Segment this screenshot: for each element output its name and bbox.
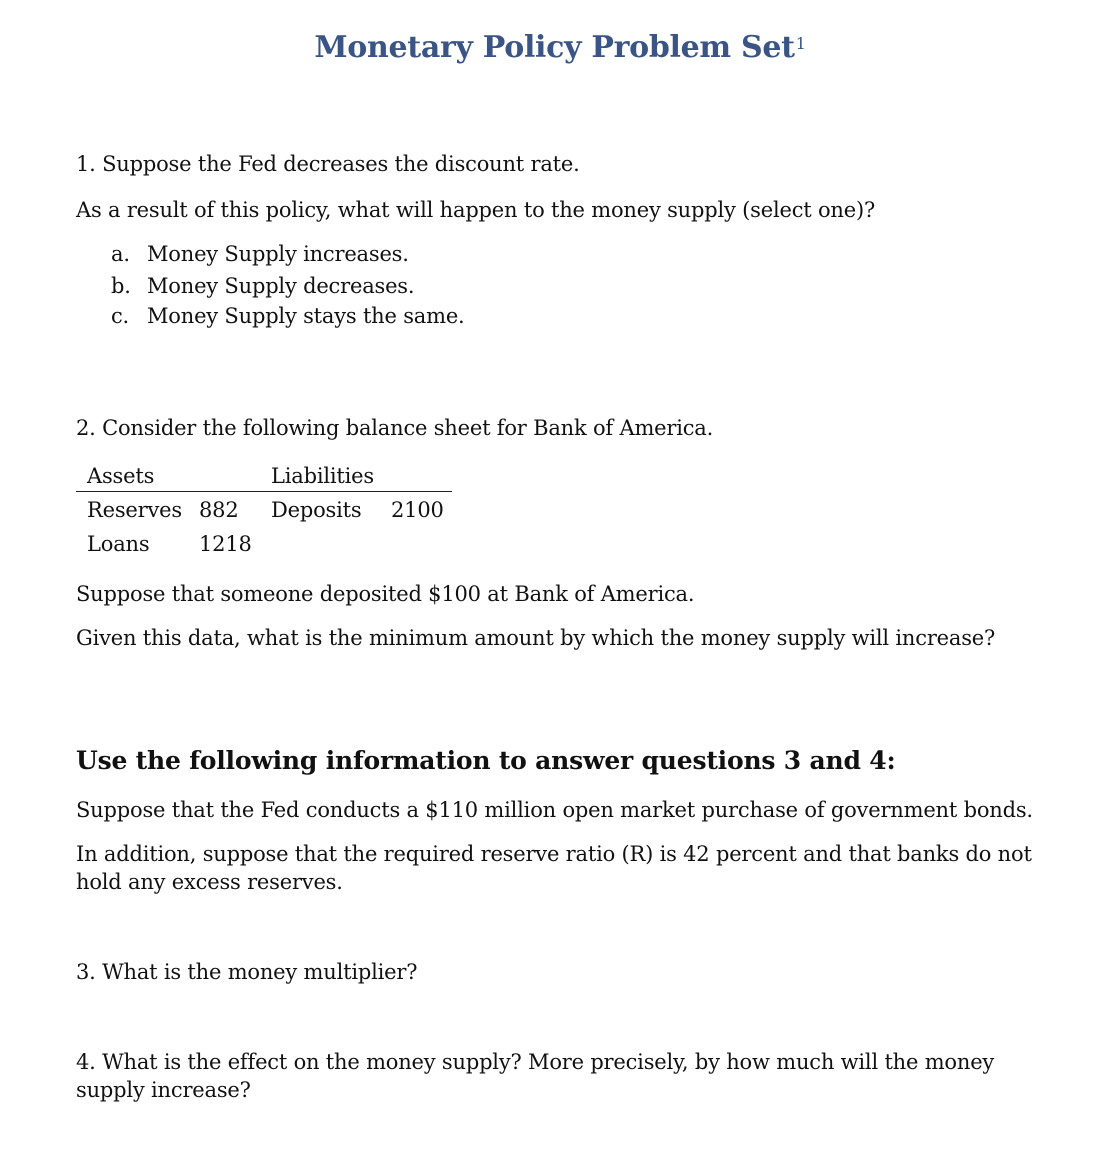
option-marker: b. — [111, 274, 131, 298]
q1-option-b — [111, 272, 414, 300]
q2-prompt: 2. Consider the following balance sheet for Bank of America. — [76, 416, 714, 440]
q2-scenario: Suppose that someone deposited $100 at Bank of America. — [76, 582, 695, 606]
q4-prompt: 4. What is the effect on the money supply? More precisely, by how much will the money supply increase? — [76, 1050, 995, 1102]
option-text: Money Supply increases. — [147, 242, 409, 266]
info-line-2: In addition, suppose that the required reserve ratio (R) is 42 percent and that banks do not hold any excess reserves. — [76, 842, 1032, 894]
q1-question: As a result of this policy, what will happen to the money supply (select one)? — [76, 198, 876, 222]
q1-prompt: 1. Suppose the Fed decreases the discount rate. — [76, 152, 580, 176]
q1-option-c — [111, 302, 465, 330]
reserves-value: 882 — [199, 498, 239, 522]
option-marker: c. — [111, 304, 130, 328]
q3-prompt: 3. What is the money multiplier? — [76, 960, 418, 984]
loans-label: Loans — [87, 532, 150, 556]
option-marker: a. — [111, 242, 130, 266]
option-text: Money Supply decreases. — [147, 274, 415, 298]
deposits-label: Deposits — [271, 498, 362, 522]
liabilities-header: Liabilities — [271, 464, 374, 488]
title-footnote-marker: 1 — [795, 34, 806, 53]
balance-sheet-divider — [76, 491, 452, 492]
title-text: Monetary Policy Problem Set — [314, 30, 795, 65]
q1-option-a — [111, 240, 409, 268]
reserves-label: Reserves — [87, 498, 182, 522]
page-title — [0, 30, 1120, 65]
assets-header: Assets — [87, 464, 155, 488]
info-heading: Use the following information to answer questions 3 and 4: — [76, 746, 896, 775]
deposits-value: 2100 — [391, 498, 444, 522]
info-line-1: Suppose that the Fed conducts a $110 million open market purchase of government bonds. — [76, 798, 1033, 822]
option-text: Money Supply stays the same. — [147, 304, 465, 328]
loans-value: 1218 — [199, 532, 252, 556]
q2-question: Given this data, what is the minimum amount by which the money supply will increase? — [76, 626, 996, 650]
